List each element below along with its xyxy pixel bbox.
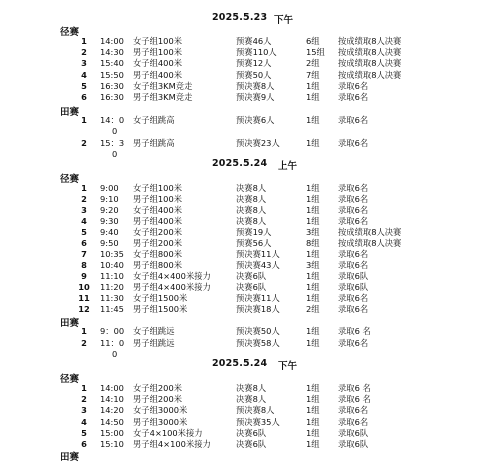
event-groups: 1组 (306, 138, 320, 148)
event-rule: 按成绩取8人决赛 (338, 36, 402, 46)
event-rule: 录取6队 (338, 439, 369, 449)
event-round: 预决赛18人 (236, 304, 280, 314)
event-time: 14:00 (100, 383, 124, 393)
event-groups: 2组 (306, 304, 320, 314)
event-rule: 录取6名 (338, 138, 369, 148)
event-groups: 1组 (306, 417, 320, 427)
event-groups: 1组 (306, 216, 320, 226)
event-number: 4 (81, 417, 87, 427)
event-groups: 1组 (306, 205, 320, 215)
event-groups: 8组 (306, 238, 320, 248)
track-section-title: 径赛 (60, 374, 80, 385)
event-round: 预决赛6人 (236, 115, 275, 125)
event-number: 2 (81, 194, 87, 204)
event-time: 9:20 (100, 205, 119, 215)
track-event-row (0, 405, 495, 416)
track-event-row (0, 383, 495, 394)
event-groups: 1组 (306, 326, 320, 336)
track-event-row (0, 394, 495, 405)
event-name: 男子组3KM竞走 (133, 92, 193, 102)
event-groups: 1组 (306, 394, 320, 404)
event-time: 10:40 (100, 260, 124, 270)
event-round: 决赛8人 (236, 194, 267, 204)
track-event-row (0, 417, 495, 428)
event-number: 11 (78, 293, 90, 303)
event-name: 女子4×100米接力 (133, 428, 203, 438)
event-name: 男子组3000米 (133, 417, 188, 427)
event-number: 2 (81, 338, 87, 348)
event-number: 5 (81, 81, 87, 91)
event-number: 10 (78, 282, 90, 292)
event-name: 女子组跳远 (133, 326, 175, 336)
event-groups: 2组 (306, 58, 320, 68)
event-name: 男子组4×400米接力 (133, 282, 211, 292)
event-round: 预决赛11人 (236, 249, 280, 259)
track-event-row (0, 194, 495, 205)
event-round: 决赛6队 (236, 439, 267, 449)
track-section-title: 径赛 (60, 27, 80, 38)
event-name: 男子组4×100米接力 (133, 439, 211, 449)
event-rule: 录取6名 (338, 260, 369, 270)
field-event-row (0, 115, 495, 126)
field-section-title: 田赛 (60, 318, 80, 329)
event-time: 15:50 (100, 70, 124, 80)
event-round: 预决赛9人 (236, 92, 275, 102)
event-number: 4 (81, 70, 87, 80)
event-rule: 录取6名 (338, 293, 369, 303)
event-time: 11:10 (100, 271, 124, 281)
event-round: 决赛6队 (236, 271, 267, 281)
event-time: 11：0 (100, 338, 125, 348)
session-period: 下午 (278, 361, 298, 372)
event-time: 16:30 (100, 81, 124, 91)
event-name: 男子组200米 (133, 394, 183, 404)
event-rule: 按成绩取8人决赛 (338, 238, 402, 248)
event-time: 11:45 (100, 304, 124, 314)
event-time: 15:00 (100, 428, 124, 438)
event-round: 预赛110人 (236, 47, 277, 57)
event-rule: 录取6名 (338, 92, 369, 102)
event-rule: 录取6名 (338, 249, 369, 259)
event-rule: 录取6 名 (338, 326, 371, 336)
event-rule: 录取6名 (338, 115, 369, 125)
event-round: 预赛19人 (236, 227, 272, 237)
event-number: 2 (81, 394, 87, 404)
event-number: 3 (81, 405, 87, 415)
event-time: 11:20 (100, 282, 124, 292)
track-event-row (0, 428, 495, 439)
track-event-row (0, 227, 495, 238)
event-groups: 1组 (306, 338, 320, 348)
event-groups: 6组 (306, 36, 320, 46)
session-period: 上午 (278, 161, 298, 172)
event-name: 男子组100米 (133, 47, 183, 57)
event-name: 男子组200米 (133, 238, 183, 248)
event-rule: 按成绩取8人决赛 (338, 227, 402, 237)
event-time: 9:10 (100, 194, 119, 204)
event-rule: 录取6名 (338, 216, 369, 226)
event-name: 女子组1500米 (133, 293, 188, 303)
event-name: 男子组800米 (133, 260, 183, 270)
event-name: 女子组100米 (133, 183, 183, 193)
event-number: 3 (81, 205, 87, 215)
track-event-row (0, 183, 495, 194)
event-rule: 按成绩取8人决赛 (338, 70, 402, 80)
event-round: 预赛46人 (236, 36, 272, 46)
event-round: 预赛50人 (236, 70, 272, 80)
event-rule: 录取6 名 (338, 394, 371, 404)
event-number: 1 (81, 36, 87, 46)
event-number: 12 (78, 304, 90, 314)
track-event-row (0, 70, 495, 81)
event-groups: 1组 (306, 271, 320, 281)
event-groups: 1组 (306, 194, 320, 204)
event-rule: 录取6名 (338, 338, 369, 348)
event-rule: 录取6 名 (338, 383, 371, 393)
event-groups: 3组 (306, 260, 320, 270)
event-groups: 1组 (306, 293, 320, 303)
event-round: 预赛56人 (236, 238, 272, 248)
event-name: 女子组400米 (133, 205, 183, 215)
event-rule: 录取6名 (338, 417, 369, 427)
event-round: 预决赛58人 (236, 338, 280, 348)
event-name: 女子组4×400米接力 (133, 271, 211, 281)
event-time: 9:30 (100, 216, 119, 226)
event-rule: 录取6名 (338, 205, 369, 215)
event-number: 6 (81, 92, 87, 102)
track-event-row (0, 304, 495, 315)
event-groups: 1组 (306, 439, 320, 449)
event-time: 14:10 (100, 394, 124, 404)
field-section-title: 田赛 (60, 452, 80, 463)
event-time: 15:10 (100, 439, 124, 449)
event-name: 女子组3000米 (133, 405, 188, 415)
event-time: 14：0 (100, 115, 125, 125)
event-time: 9:40 (100, 227, 119, 237)
field-section-title: 田赛 (60, 107, 80, 118)
event-number: 5 (81, 428, 87, 438)
session-period: 下午 (274, 15, 294, 26)
event-round: 决赛6队 (236, 282, 267, 292)
event-round: 预决赛23人 (236, 138, 280, 148)
track-event-row (0, 293, 495, 304)
track-event-row (0, 205, 495, 216)
event-time: 11:30 (100, 293, 124, 303)
event-rule: 按成绩取8人决赛 (338, 47, 402, 57)
event-groups: 1组 (306, 282, 320, 292)
track-event-row (0, 216, 495, 227)
event-groups: 1组 (306, 428, 320, 438)
event-time: 9：00 (100, 326, 125, 336)
field-event-row (0, 326, 495, 337)
event-groups: 7组 (306, 70, 320, 80)
track-event-row (0, 58, 495, 69)
event-groups: 1组 (306, 81, 320, 91)
event-rule: 录取6名 (338, 183, 369, 193)
event-time: 16:30 (100, 92, 124, 102)
event-name: 女子组100米 (133, 36, 183, 46)
event-number: 2 (81, 47, 87, 57)
event-round: 决赛8人 (236, 205, 267, 215)
event-groups: 1组 (306, 383, 320, 393)
event-name: 女子组200米 (133, 227, 183, 237)
event-name: 男子组1500米 (133, 304, 188, 314)
event-name: 男子组400米 (133, 216, 183, 226)
event-name: 男子组跳高 (133, 138, 175, 148)
event-round: 预决赛43人 (236, 260, 280, 270)
event-rule: 录取6队 (338, 271, 369, 281)
event-round: 预决赛8人 (236, 81, 275, 91)
session-date: 2025.5.24 (212, 158, 268, 169)
event-rule: 录取6名 (338, 405, 369, 415)
event-number: 1 (81, 383, 87, 393)
event-time: 14:20 (100, 405, 124, 415)
event-number: 8 (81, 260, 87, 270)
track-event-row (0, 260, 495, 271)
event-number: 3 (81, 58, 87, 68)
event-number: 4 (81, 216, 87, 226)
event-number: 6 (81, 439, 87, 449)
event-rule: 录取6队 (338, 282, 369, 292)
event-groups: 3组 (306, 227, 320, 237)
event-round: 决赛6队 (236, 428, 267, 438)
event-time: 15:40 (100, 58, 124, 68)
event-time: 10:35 (100, 249, 124, 259)
event-name: 女子组800米 (133, 249, 183, 259)
field-event-row (0, 138, 495, 149)
event-rule: 录取6名 (338, 304, 369, 314)
event-number: 1 (81, 115, 87, 125)
event-number: 1 (81, 326, 87, 336)
event-name: 女子组200米 (133, 383, 183, 393)
event-groups: 1组 (306, 249, 320, 259)
track-event-row (0, 271, 495, 282)
event-groups: 1组 (306, 183, 320, 193)
event-time: 15：3 (100, 138, 125, 148)
event-name: 男子组跳远 (133, 338, 175, 348)
event-round: 决赛8人 (236, 216, 267, 226)
track-event-row (0, 238, 495, 249)
track-event-row (0, 81, 495, 92)
event-round: 决赛8人 (236, 383, 267, 393)
event-time: 14:00 (100, 36, 124, 46)
track-event-row (0, 36, 495, 47)
event-name: 男子组100米 (133, 194, 183, 204)
event-number: 1 (81, 183, 87, 193)
event-time-continuation: 0 (112, 149, 118, 159)
track-event-row (0, 282, 495, 293)
field-event-row (0, 338, 495, 349)
track-event-row (0, 47, 495, 58)
track-event-row (0, 249, 495, 260)
event-rule: 按成绩取8人决赛 (338, 58, 402, 68)
event-groups: 1组 (306, 115, 320, 125)
event-number: 9 (81, 271, 87, 281)
event-time: 14:50 (100, 417, 124, 427)
event-number: 2 (81, 138, 87, 148)
event-time: 14:30 (100, 47, 124, 57)
event-number: 5 (81, 227, 87, 237)
event-round: 决赛8人 (236, 394, 267, 404)
event-groups: 1组 (306, 92, 320, 102)
session-date: 2025.5.24 (212, 358, 268, 369)
track-event-row (0, 92, 495, 103)
event-round: 预决赛8人 (236, 405, 275, 415)
event-round: 决赛8人 (236, 183, 267, 193)
event-rule: 录取6队 (338, 428, 369, 438)
event-rule: 录取6名 (338, 81, 369, 91)
event-round: 预决赛11人 (236, 293, 280, 303)
event-groups: 15组 (306, 47, 325, 57)
event-round: 预决赛50人 (236, 326, 280, 336)
event-number: 6 (81, 238, 87, 248)
event-time: 9:00 (100, 183, 119, 193)
event-rule: 录取6名 (338, 194, 369, 204)
event-name: 女子组跳高 (133, 115, 175, 125)
track-section-title: 径赛 (60, 174, 80, 185)
session-date: 2025.5.23 (212, 12, 268, 23)
event-time-continuation: 0 (112, 349, 118, 359)
event-time-continuation: 0 (112, 126, 118, 136)
event-round: 预决赛35人 (236, 417, 280, 427)
event-time: 9:50 (100, 238, 119, 248)
event-name: 女子组400米 (133, 58, 183, 68)
event-name: 男子组400米 (133, 70, 183, 80)
event-round: 预赛12人 (236, 58, 272, 68)
event-name: 女子组3KM竞走 (133, 81, 193, 91)
event-groups: 1组 (306, 405, 320, 415)
event-number: 7 (81, 249, 87, 259)
